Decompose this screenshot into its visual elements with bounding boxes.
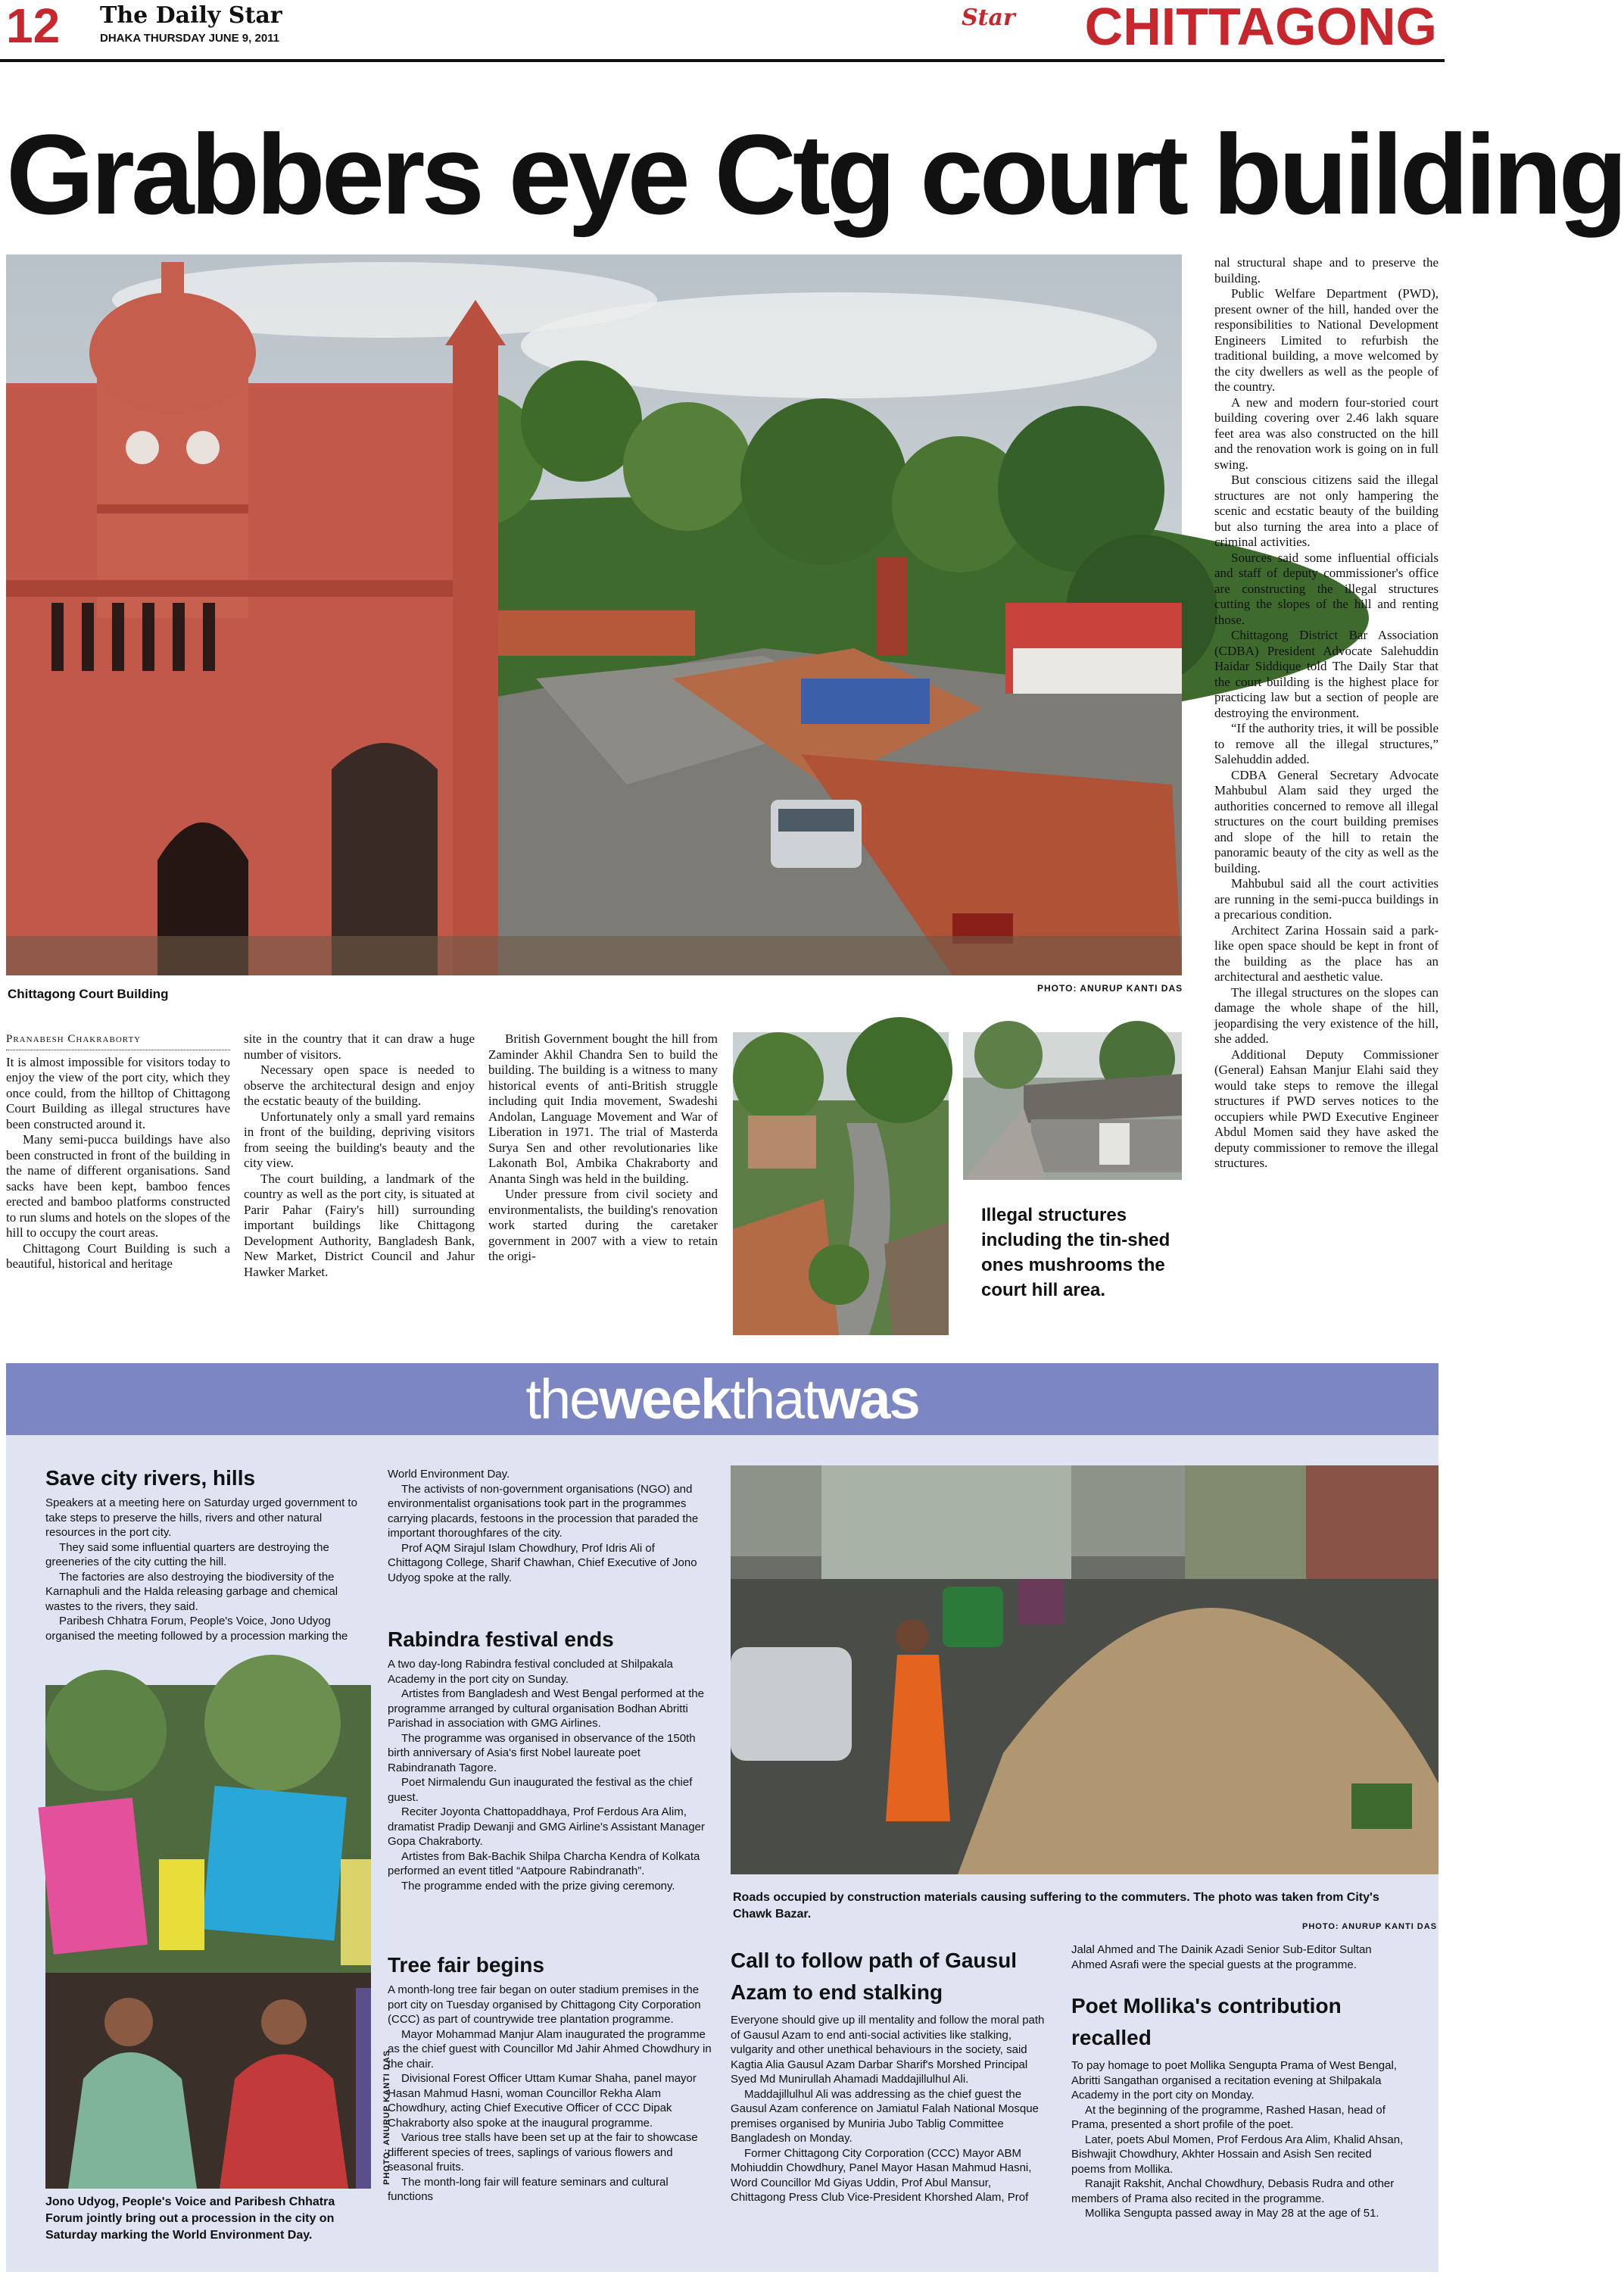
paragraph: Maddajillulhul Ali was addressing as the chief guest the Gausul Azam conference on Jamiatul Falah National Mosque premises organised by Muniria Jubo Tablig Committee Bangladesh on Monday.: [731, 2087, 1039, 2145]
paragraph: Prof AQM Sirajul Islam Chowdhury, Prof Idris Ali of Chittagong College, Sharif Chawhan, Chief Executive of Jono Udyog spoke at the rally.: [388, 1541, 697, 1584]
lead-photo-credit: PHOTO: ANURUP KANTI DAS: [1037, 983, 1183, 994]
paragraph: Sources said some influential officials and staff of deputy commissioner's office are constructing the illegal structures cutting the slopes of the hill and renting those.: [1214, 550, 1439, 627]
paragraph: CDBA General Secretary Advocate Mahbubul Alam said they urged the authorities concerned to remove all illegal structures on the court building premises and slope of the hill to retain the panoramic beauty of the city as well as the building.: [1214, 767, 1439, 875]
paragraph: A month-long tree fair began on outer stadium premises in the port city on Tuesday organised by Chittagong City Corporation (CCC) as part of countrywide tree plantation programme.: [388, 1983, 701, 2026]
paragraph: A new and modern four-storied court building covering over 2.46 lakh square feet area was also constructed on the hill and the renovation work is going on in full swing.: [1214, 395, 1439, 472]
paragraph: Poet Nirmalendu Gun inaugurated the festival as the chief guest.: [388, 1776, 693, 1804]
procession-photo-credit: PHOTO: ANURUP KANTI DAS: [382, 2049, 391, 2185]
title-part: was: [817, 1368, 919, 1431]
article-column-2: [244, 1031, 475, 1280]
byline: Pranabesh Chakraborty: [6, 1031, 230, 1050]
paragraph: Divisional Forest Officer Uttam Kumar Shaha, panel mayor Hasan Mahmud Hasni, woman Councillor Rekha Alam Chowdhury, acting Chief Executive Officer of CCC Dipak Chakraborty also spoke at the inaugural programme.: [388, 2072, 697, 2130]
title-part: the: [525, 1368, 600, 1431]
paragraph: Chittagong Court Building is such a beautiful, historical and heritage: [6, 1240, 230, 1271]
paragraph: Many semi-pucca buildings have also been constructed in front of the building in the name of different organisations. Sand sacks have been kept, bamboo fences erected and bamboo platforms constructed to run slums and hotels on the slopes of the hill to occupy the court areas.: [6, 1132, 230, 1240]
road-photo-caption: Roads occupied by construction materials causing suffering to the commuters. The photo was taken from City's Chawk Bazar.: [733, 1891, 1379, 1921]
article-column-3: [488, 1031, 718, 1265]
paragraph: Everyone should give up ill mentality and follow the moral path of Gausul Azam to end anti-social activities like stalking, vulgarity and other unethical behaviours in the society, said Kagtia Alia Gausul Azam Darbar Sharif's Morshed Principal Syed Md Munirullah Ahamadi Maddajillulhul Ali.: [731, 2014, 1045, 2086]
court-building-photo: [6, 254, 1182, 975]
page-number: 12: [6, 0, 61, 53]
story-title: Tree fair begins: [388, 1953, 544, 1977]
paragraph: Additional Deputy Commissioner (General) Eahsan Manjur Elahi said they would take steps to remove the illegal structures if PWD serves notices to the occupiers while PWD Executive Engineer Abdul Momen said they have asked the deputy commissioner to remove the illegal structures.: [1214, 1047, 1439, 1170]
section-title: CHITTAGONG: [1084, 0, 1437, 56]
paragraph: Unfortunately only a small yard remains in front of the building, depriving visitors from seeing the building's beauty and the city view.: [244, 1109, 475, 1170]
paragraph: World Environment Day.: [388, 1468, 510, 1481]
story-rabindra-festival: [388, 1627, 712, 1893]
week-that-was-title: [6, 1363, 1439, 1435]
procession-photo-caption: Jono Udyog, People's Voice and Paribesh Chhatra Forum jointly bring out a procession in the city on Saturday marking the World Environment Day.: [45, 2195, 335, 2242]
paragraph: It is almost impossible for visitors today to enjoy the view of the port city, which they once could, from the hilltop of Chittagong Court Building as illegal structures have been constructed around it.: [6, 1054, 230, 1131]
paragraph: nal structural shape and to preserve the building.: [1214, 255, 1439, 286]
paragraph: The month-long fair will feature seminars and cultural functions: [388, 2175, 669, 2203]
paragraph: Various tree stalls have been set up at the fair to showcase different species of trees, saplings of various flowers and seasonal fruits.: [388, 2131, 698, 2173]
paragraph: Mahbubul said all the court activities are running in the semi-pucca buildings in a precarious condition.: [1214, 876, 1439, 922]
story-title: Poet Mollika's contribution recalled: [1071, 1994, 1342, 2049]
story-poet-mollika: [1071, 1990, 1404, 2221]
hill-slope-photo: [733, 1032, 949, 1335]
small-photo-caption: Illegal structures including the tin-shed ones mushrooms the court hill area.: [981, 1205, 1170, 1300]
paragraph: Ranajit Rakshit, Anchal Chowdhury, Debasis Rudra and other members of Prama also recited in the programme.: [1071, 2177, 1395, 2205]
paragraph: The illegal structures on the slopes can damage the whole shape of the hill, jeopardising the very existence of the hill, she added.: [1214, 985, 1439, 1046]
paragraph: Later, poets Abul Momen, Prof Ferdous Ara Alim, Khalid Ahsan, Bishwajit Chowdhury, Akhter Hossain and Asish Sen recited poems from Mollika.: [1071, 2133, 1404, 2176]
story-tree-fair: [388, 1952, 712, 2205]
article-column-1: [6, 1031, 230, 1272]
paragraph: Former Chittagong City Corporation (CCC) Mayor ABM Mohiuddin Chowdhury, Panel Mayor Hasan Mahmud Hasni, Word Councillor Md Giyas Uddin, Prof Abul Mansur, Chittagong Press Club Vice-President Khorshed Alam, Prof: [731, 2146, 1032, 2204]
tin-shed-photo: [963, 1032, 1182, 1180]
paragraph: Mollika Sengupta passed away in May 28 at the age of 51.: [1085, 2207, 1379, 2220]
paragraph: Architect Zarina Hossain said a park-like open space should be kept in front of the building as the place has an architectural and aesthetic value.: [1214, 922, 1439, 984]
paragraph: Artistes from Bak-Bachik Shilpa Charcha Kendra of Kolkata performed an event titled “Aatpoure Rabindranath”.: [388, 1849, 700, 1877]
paragraph: They said some influential quarters are destroying the greeneries of the city cutting the hill.: [45, 1540, 329, 1568]
headline: Grabbers eye Ctg court building: [6, 111, 1624, 238]
paragraph: The programme ended with the prize giving ceremony.: [401, 1879, 675, 1893]
paragraph: The programme was organised in observance of the 150th birth anniversary of Asia's first Nobel laureate poet Rabindranath Tagore.: [388, 1731, 696, 1774]
dateline: DHAKA THURSDAY JUNE 9, 2011: [100, 32, 280, 45]
paragraph: Public Welfare Department (PWD), present owner of the hill, handed over the responsibilities to National Development Engineers Limited to refurbish the traditional building, a move welcomed by the city dwellers as well as the people of the country.: [1214, 286, 1439, 394]
lead-photo-caption: Chittagong Court Building: [8, 987, 169, 1001]
paragraph: Jalal Ahmed and The Dainik Azadi Senior Sub-Editor Sultan Ahmed Asrafi were the special guests at the programme.: [1071, 1943, 1372, 1971]
paragraph: Necessary open space is needed to observe the architectural design and enjoy the ecstatic beauty of the building.: [244, 1063, 475, 1108]
paragraph: “If the authority tries, it will be possible to remove all the illegal structures,” Salehuddin added.: [1214, 721, 1439, 766]
paragraph: At the beginning of the programme, Rashed Hasan, head of Prama, presented a short profile of the poet.: [1071, 2103, 1386, 2131]
paragraph: British Government bought the hill from Zaminder Akhil Chandra Sen to build the building. The building is a witness to many historical events of anti-British struggle including quit India movement, Swadeshi Andolan, Language Movement and War of Liberation in 1971. The trial of Masterda Surya Sen and other revolutionaries like Lakonath Bol, Ambika Chakraborty and Ananta Singh was held in the building.: [488, 1031, 718, 1186]
paragraph: Mayor Mohammad Manjur Alam inaugurated the programme as the chief guest with Councillor Md Jahir Ahmed Chowdhury in the chair.: [388, 2027, 712, 2070]
paragraph: The factories are also destroying the biodiversity of the Karnaphuli and the Halda releasing garbage and chemical wastes to the rivers, they said.: [45, 1570, 338, 1613]
header-rule: [0, 59, 1445, 62]
road-photo-credit: PHOTO: ANURUP KANTI DAS: [1302, 1922, 1438, 1931]
star-logo: Star: [962, 5, 1015, 31]
story-save-rivers-continued: [388, 1467, 712, 1585]
paragraph: Paribesh Chhatra Forum, People's Voice, Jono Udyog organised the meeting followed by a procession marking the: [45, 1615, 348, 1643]
story-title: Rabindra festival ends: [388, 1627, 614, 1651]
title-part: week: [599, 1368, 731, 1431]
paragraph: To pay homage to poet Mollika Sengupta Prama of West Bengal, Abritti Sangathan organised a recitation evening at Shilpakala Academy in the port city on Monday.: [1071, 2059, 1397, 2102]
paragraph: Reciter Joyonta Chattopaddhaya, Prof Ferdous Ara Alim, dramatist Pradip Dewanji and GMG Airline's Assistant Manager Gopa Chakraborty.: [388, 1805, 705, 1848]
paragraph: Chittagong District Bar Association (CDBA) President Advocate Salehuddin Haidar Siddique told The Daily Star that the court building is the highest place for practicing law but a section of people are destroying the environment.: [1214, 628, 1439, 720]
story-gausul-azam: [731, 1945, 1049, 2205]
road-construction-photo: [731, 1465, 1439, 1874]
paragraph: A two day-long Rabindra festival concluded at Shilpakala Academy in the port city on Sunday.: [388, 1658, 673, 1686]
story-title: Save city rivers, hills: [45, 1466, 256, 1490]
paragraph: Artistes from Bangladesh and West Bengal performed at the programme arranged by cultural organisation Bodhan Abritti Parishad in association with GMG Airlines.: [388, 1687, 704, 1730]
paragraph: Under pressure from civil society and environmentalists, the building's renovation work started during the caretaker government in 2007 with a view to retain the origi-: [488, 1187, 718, 1263]
title-part: that: [730, 1368, 818, 1431]
paragraph: Speakers at a meeting here on Saturday urged government to take steps to preserve the hills, rivers and other natural resources in the port city.: [45, 1496, 357, 1539]
paragraph: But conscious citizens said the illegal structures are not only hampering the scenic and ecstatic beauty of the building but also turning the area into a place of criminal activities.: [1214, 473, 1439, 549]
story-title: Call to follow path of Gausul Azam to end stalking: [731, 1949, 1017, 2004]
story-gausul-azam-continued: [1071, 1943, 1404, 1972]
procession-photo: [45, 1685, 371, 2189]
article-column-4: [1214, 255, 1439, 1172]
paragraph: The activists of non-government organisations (NGO) and environmentalist organisations took part in the programmes carrying placards, festoons in the procession that paraded the important thoroughfares of the city.: [388, 1482, 699, 1540]
masthead: The Daily Star: [100, 2, 282, 29]
story-save-rivers: [45, 1465, 367, 1643]
paragraph: site in the country that it can draw a huge number of visitors.: [244, 1031, 475, 1062]
paragraph: The court building, a landmark of the country as well as the port city, is situated at Parir Pahar (Fairy's hill) surrounding important buildings like Chittagong Development Authority, Bangladesh Bank, New Market, District Council and Jahur Hawker Market.: [244, 1171, 475, 1279]
